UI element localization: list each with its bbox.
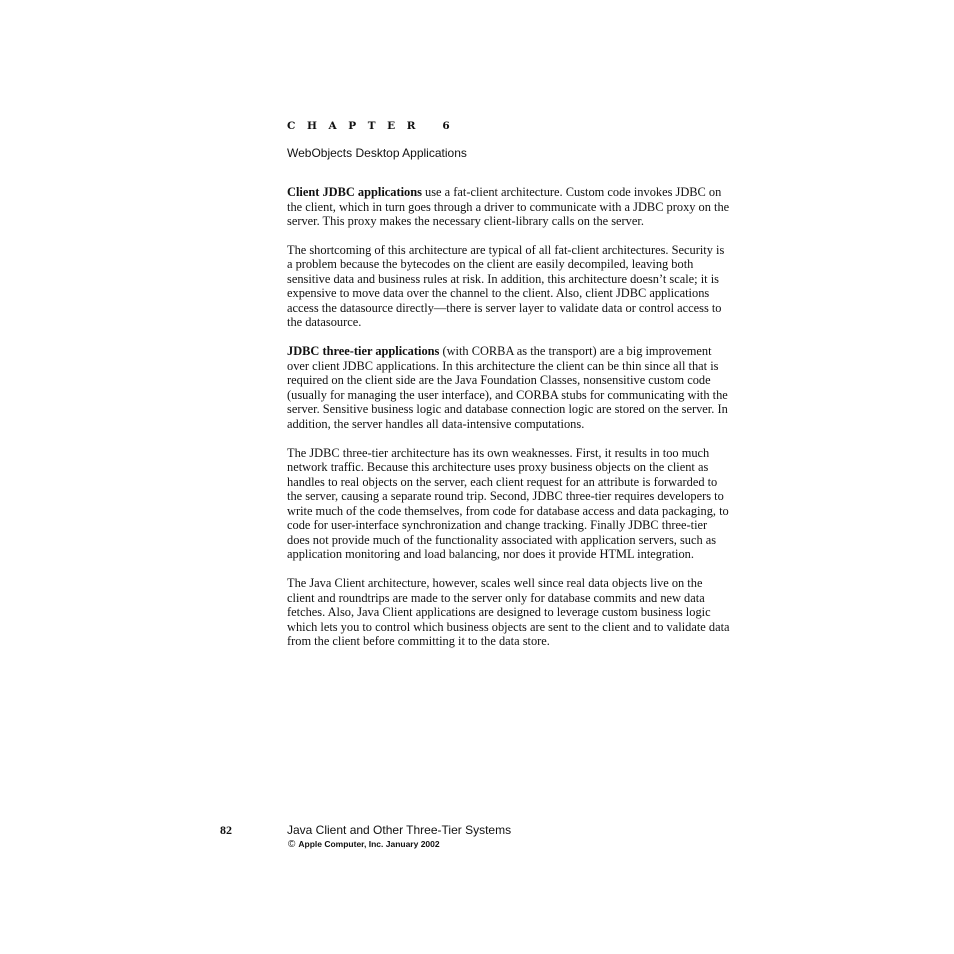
paragraph-text: The shortcoming of this architecture are typical of all fat-client architectures. Security is a problem because the bytecodes on the client are easily decompiled, leaving both sensitive data and business rules at risk. In addition, this architecture doesn’t scale; it is expensive to move data over the channel to the client. Also, client JDBC applications access the datasource directly—there is server layer to validate data or control access to the datasource.	[287, 242, 725, 330]
chapter-label: CHAPTER 6	[287, 120, 462, 132]
paragraph-jdbc-three-tier	[287, 344, 732, 431]
paragraph-fat-client-shortcomings	[287, 243, 732, 330]
lead-term: JDBC three-tier applications	[287, 344, 440, 359]
copyright-icon: ©	[288, 839, 296, 850]
footer-title: Java Client and Other Three-Tier Systems	[287, 823, 512, 837]
chapter-subtitle: WebObjects Desktop Applications	[287, 146, 467, 160]
paragraph-java-client	[287, 576, 732, 649]
copyright-text: Apple Computer, Inc. January 2002	[298, 839, 440, 849]
page-number: 82	[220, 823, 232, 837]
paragraph-text: (with CORBA as the transport) are a big improvement over client JDBC applications. In this architecture the client can be thin since all that is required on the client side are the Java Foundation Classes, nonsensitive custom code (usually for managing the user interface), and CORBA stubs for communicating with the server. Sensitive business logic and database connection logic are stored on the server. In addition, the server handles all data-intensive computations.	[287, 344, 728, 431]
paragraph-text: use a fat-client architecture. Custom code invokes JDBC on the client, which in turn goes through a driver to communicate with a JDBC proxy on the server. This proxy makes the necessary client-library calls on the server.	[287, 185, 730, 228]
body-text	[287, 185, 732, 663]
paragraph-client-jdbc	[287, 185, 732, 229]
lead-term: Client JDBC applications	[287, 185, 422, 199]
paragraph-text: The Java Client architecture, however, scales well since real data objects live on the client and roundtrips are made to the server only for database commits and new data fetches. Also, Java Client applications are designed to leverage custom business logic which lets you to control which business objects are sent to the client and to validate data from the client before committing it to the data store.	[287, 576, 730, 649]
copyright	[288, 839, 440, 850]
paragraph-three-tier-weaknesses	[287, 446, 732, 562]
paragraph-text: The JDBC three-tier architecture has its own weaknesses. First, it results in too much network traffic. Because this architecture uses proxy business objects on the client as handles to real objects on the server, each client request for an attribute is forwarded to the server, causing a separate round trip. Second, JDBC three-tier requires developers to write much of the code themselves, from code for database access and data packaging, to code for user-interface synchronization and change tracking. Finally JDBC three-tier does not provide much of the functionality associated with application servers, such as application monitoring and load balancing, nor does it provide HTML integration.	[287, 445, 729, 562]
